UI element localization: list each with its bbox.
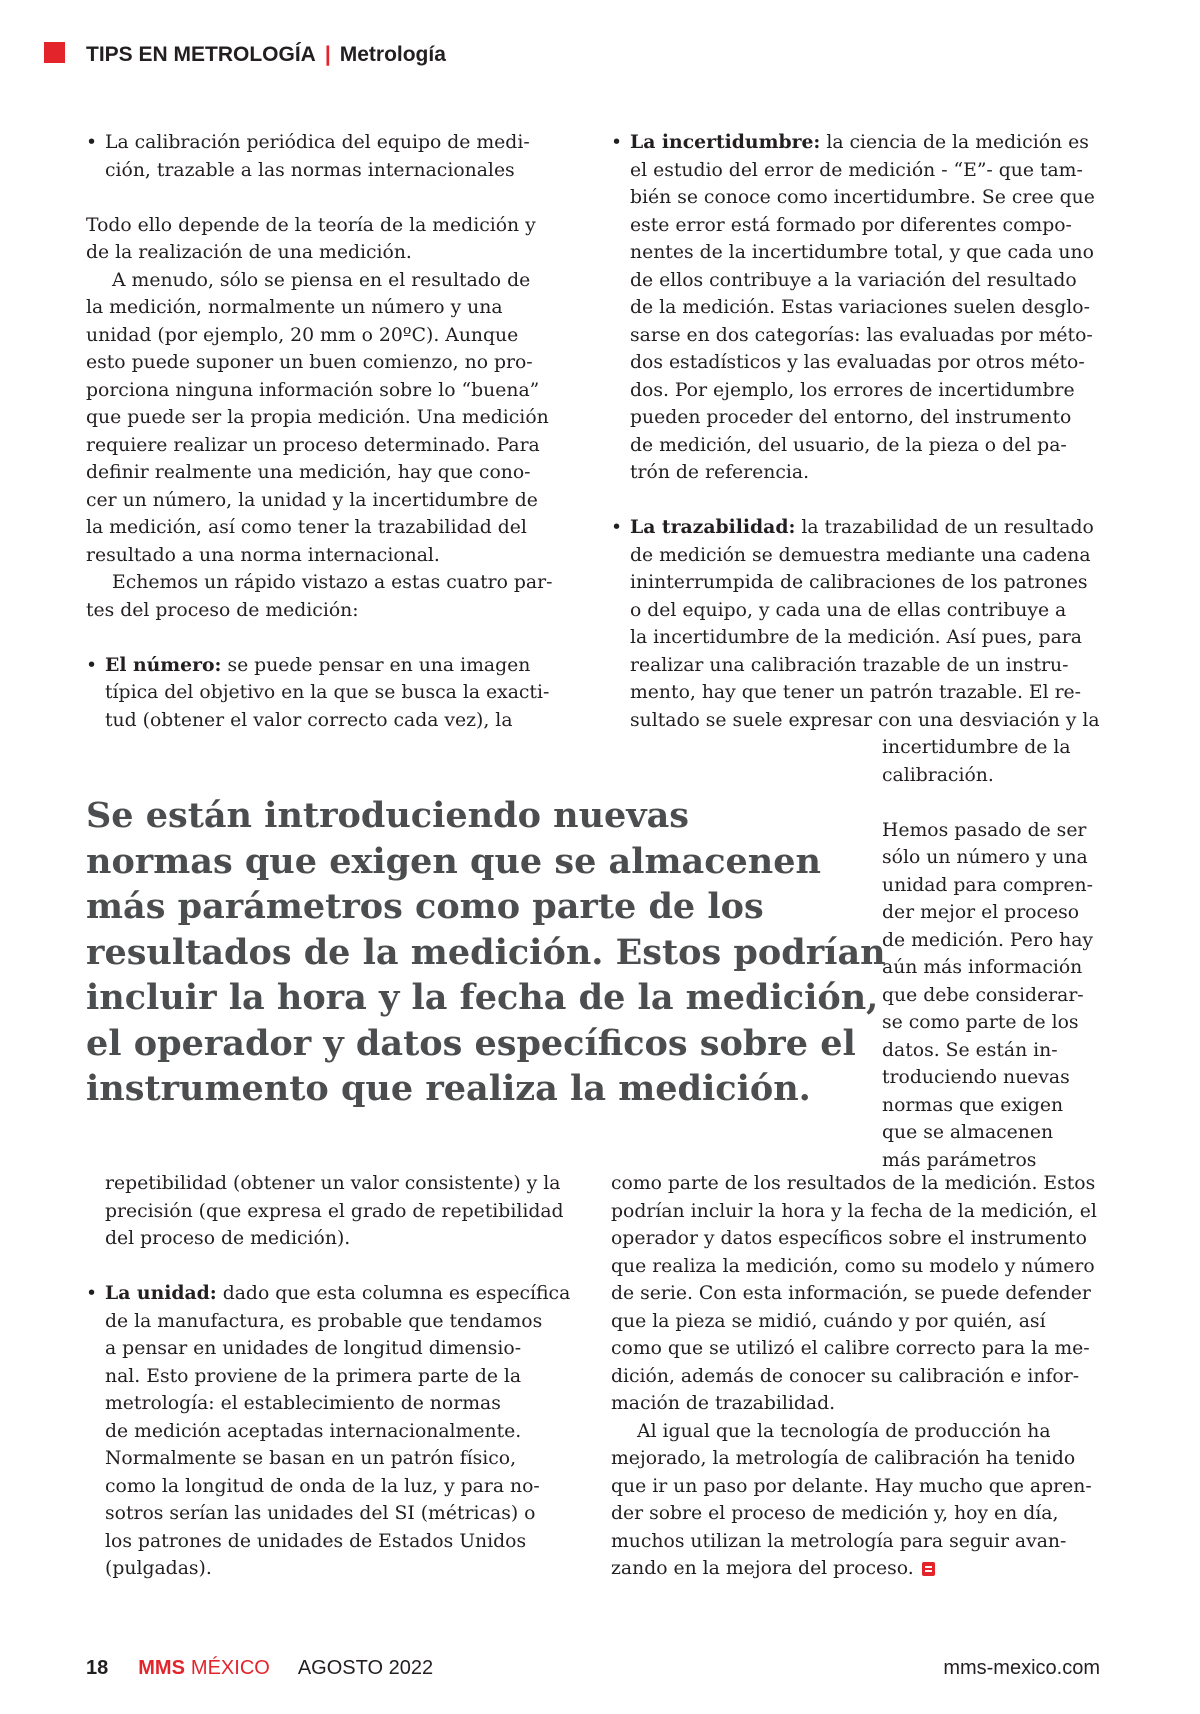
text-line: unidad para compren-	[882, 874, 1093, 896]
bullet-dot: •	[611, 132, 623, 153]
text-line: dos. Por ejemplo, los errores de incertidumbre	[630, 379, 1075, 401]
text-line: sultado se suele expresar con una desviación y la	[630, 709, 1100, 731]
text-line: mento, hay que tener un patrón trazable. El re-	[630, 682, 1082, 703]
numero-continuation	[105, 1170, 575, 1253]
text-line: mejorado, la metrología de calibración ha tenido	[611, 1448, 1076, 1469]
bullet-dot: •	[86, 654, 98, 676]
text-line: dado que esta columna es específica	[216, 1283, 571, 1304]
text-line: incertidumbre de la	[882, 737, 1071, 758]
text-line: zando en la mejora del proceso.	[611, 1558, 914, 1579]
text-line: cer un número, la unidad y la incertidumbre de	[86, 489, 538, 511]
text-line: normas que exigen	[882, 1094, 1064, 1116]
text-line: de la manufactura, es probable que tendamos	[105, 1310, 543, 1332]
bullet-unidad	[86, 1280, 575, 1583]
header-red-square-icon	[44, 42, 65, 63]
text-line: de medición se demuestra mediante una cadena	[630, 544, 1091, 566]
text-line: más parámetros	[882, 1149, 1037, 1171]
header-separator: |	[324, 43, 331, 66]
text-line: operador y datos específicos sobre el instrumento	[611, 1228, 1087, 1249]
text-line: unidad (por ejemplo, 20 mm o 20ºC). Aunque	[86, 324, 519, 346]
text-line: ción, trazable a las normas internacionales	[105, 159, 515, 181]
trazabilidad-end	[882, 734, 1122, 789]
end-of-article-icon	[922, 1562, 935, 1576]
paragraph-al-igual	[611, 1418, 1131, 1583]
text-line: la medición, normalmente un número y una	[86, 297, 503, 318]
text-line: nal. Esto proviene de la primera parte de la	[105, 1365, 522, 1387]
text-line: de medición. Pero hay	[882, 929, 1093, 951]
text-line: bién se conoce como incertidumbre. Se cree que	[630, 187, 1095, 208]
bullet-numero	[86, 652, 556, 735]
running-header	[86, 43, 446, 67]
text-line: sólo un número y una	[882, 847, 1088, 868]
website-link[interactable]: mms-mexico.com	[943, 1657, 1100, 1679]
text-line: troduciendo nuevas	[882, 1067, 1070, 1088]
text-line: nentes de la incertidumbre total, y que cada uno	[630, 242, 1094, 263]
text-line: dos estadísticos y las evaluadas por otros méto-	[630, 352, 1085, 373]
text-line: el estudio del error de medición - “E”- que tam-	[630, 159, 1083, 181]
text-line: porciona ninguna información sobre lo “buena”	[86, 379, 540, 401]
paragraph-hemos	[882, 817, 1122, 1175]
text-line: tud (obtener el valor correcto cada vez), la	[105, 709, 513, 731]
text-line: del proceso de medición).	[105, 1228, 351, 1249]
text-line: calibración.	[882, 764, 994, 786]
text-line: como parte de los resultados de la medición. Estos	[611, 1173, 1096, 1194]
paragraph-todo	[86, 212, 556, 267]
text-line: que ir un paso por delante. Hay mucho que apren-	[611, 1475, 1092, 1497]
text-line: de serie. Con esta información, se puede defender	[611, 1283, 1091, 1304]
text-line: precisión (que expresa el grado de repetibilidad	[105, 1200, 564, 1222]
pull-quote-line: resultados de la medición. Estos podrían	[86, 931, 886, 973]
text-line: de medición aceptadas internacionalmente.	[105, 1420, 522, 1442]
text-line: que puede ser la propia medición. Una medición	[86, 407, 549, 428]
text-line: Al igual que la tecnología de producción ha	[637, 1420, 1051, 1442]
text-line: a pensar en unidades de longitud dimensio-	[105, 1338, 522, 1359]
text-line: sotros serían las unidades del SI (métricas) o	[105, 1503, 536, 1524]
text-line: muchos utilizan la metrología para seguir avan-	[611, 1530, 1067, 1552]
text-line: la trazabilidad de un resultado	[795, 517, 1094, 538]
text-line: que la pieza se midió, cuándo y por quién, así	[611, 1310, 1046, 1332]
text-line: der sobre el proceso de medición y, hoy en día,	[611, 1503, 1059, 1524]
text-line: Normalmente se basan en un patrón físico,	[105, 1448, 517, 1469]
column-2-bottom	[611, 1170, 1131, 1583]
magazine-brand: MMS	[138, 1657, 185, 1679]
bullet-term: El número:	[105, 653, 222, 676]
bullet-dot: •	[611, 517, 623, 538]
text-line: la medición, así como tener la trazabilidad del	[86, 517, 527, 538]
page-number: 18	[86, 1657, 109, 1679]
text-line: Hemos pasado de ser	[882, 819, 1087, 841]
text-line: resultado a una norma internacional.	[86, 544, 440, 566]
text-line: dición, además de conocer su calibración e infor-	[611, 1365, 1080, 1387]
column-2-narrow	[882, 734, 1122, 1174]
text-line: La calibración periódica del equipo de medi-	[105, 132, 530, 153]
text-line: este error está formado por diferentes compo-	[630, 214, 1072, 236]
text-line: podrían incluir la hora y la fecha de la medición, el	[611, 1200, 1097, 1222]
text-line: esto puede suponer un buen comienzo, no pro-	[86, 352, 533, 373]
bullet-incertidumbre	[611, 129, 1111, 487]
text-line: Todo ello depende de la teoría de la medición y	[86, 214, 536, 236]
text-line: que debe considerar-	[882, 984, 1084, 1006]
text-line: típica del objetivo en la que se busca la exacti-	[105, 682, 550, 703]
bullet-term: La unidad:	[105, 1282, 217, 1304]
text-line: como que se utilizó el calibre correcto para la me-	[611, 1338, 1090, 1359]
pull-quote-line: el operador y datos específicos sobre el	[86, 1022, 856, 1064]
text-line: sarse en dos categorías: las evaluadas por méto-	[630, 324, 1093, 346]
text-line: trón de referencia.	[630, 462, 810, 483]
text-line: que se almacenen	[882, 1122, 1054, 1143]
text-line: se puede pensar en una imagen	[221, 654, 531, 676]
text-line: la ciencia de la medición es	[820, 132, 1089, 153]
text-line: requiere realizar un proceso determinado. Para	[86, 434, 540, 456]
column-2-top	[611, 129, 1111, 734]
header-category: Metrología	[339, 43, 446, 66]
bullet-term: La trazabilidad:	[630, 516, 796, 538]
bullet-dot: •	[86, 132, 98, 153]
text-line: der mejor el proceso	[882, 902, 1080, 923]
text-line: de medición, del usuario, de la pieza o del pa-	[630, 434, 1067, 456]
paragraph-echemos	[86, 569, 556, 624]
bullet-trazabilidad	[611, 514, 1111, 734]
pull-quote-line: más parámetros como parte de los	[86, 886, 764, 927]
pull-quote-line: incluir la hora y la fecha de la medición,	[86, 977, 879, 1018]
text-line: o del equipo, y cada una de ellas contribuye a	[630, 599, 1067, 621]
pull-quote-line: instrumento que realiza la medición.	[86, 1068, 811, 1109]
issue-date: AGOSTO 2022	[297, 1657, 434, 1679]
text-line: (pulgadas).	[105, 1558, 212, 1579]
text-line: tes del proceso de medición:	[86, 599, 359, 621]
text-line: realizar una calibración trazable de un instru-	[630, 654, 1069, 676]
magazine-region: MÉXICO	[190, 1657, 270, 1679]
text-line: aún más información	[882, 957, 1083, 978]
bullet-dot: •	[86, 1283, 98, 1304]
column-1-top	[86, 129, 556, 734]
text-line: de la medición. Estas variaciones suelen desglo-	[630, 297, 1090, 318]
text-line: de la realización de una medición.	[86, 242, 412, 263]
column-1-bottom	[105, 1170, 575, 1253]
column-1-bottom-unidad	[86, 1280, 575, 1583]
text-line: como la longitud de onda de la luz, y para no-	[105, 1475, 540, 1497]
text-line: los patrones de unidades de Estados Unidos	[105, 1530, 527, 1552]
bullet-term: La incertidumbre:	[630, 131, 821, 153]
pull-quote	[86, 793, 886, 1112]
paragraph-a-menudo	[86, 267, 556, 570]
text-line: la incertidumbre de la medición. Así pues, para	[630, 627, 1082, 648]
bullet-calibracion	[86, 129, 556, 184]
text-line: de ellos contribuye a la variación del resultado	[630, 269, 1077, 291]
text-line: repetibilidad (obtener un valor consistente) y la	[105, 1173, 561, 1194]
header-section: TIPS EN METROLOGÍA	[86, 43, 316, 66]
pull-quote-line: normas que exigen que se almacenen	[86, 840, 821, 882]
text-line: ininterrumpida de calibraciones de los patrones	[630, 572, 1088, 593]
text-line: que realiza la medición, como su modelo y número	[611, 1255, 1095, 1277]
text-line: se como parte de los	[882, 1012, 1079, 1033]
text-line: pueden proceder del entorno, del instrumento	[630, 407, 1072, 428]
text-line: mación de trazabilidad.	[611, 1393, 836, 1414]
text-line: Echemos un rápido vistazo a estas cuatro par-	[112, 572, 553, 593]
pull-quote-line: Se están introduciendo nuevas	[86, 795, 689, 836]
text-line: A menudo, sólo se piensa en el resultado de	[112, 269, 531, 291]
hemos-continuation	[611, 1170, 1131, 1418]
text-line: definir realmente una medición, hay que cono-	[86, 462, 531, 483]
text-line: metrología: el establecimiento de normas	[105, 1393, 501, 1414]
text-line: datos. Se están in-	[882, 1039, 1058, 1061]
page-footer	[86, 1657, 1100, 1680]
